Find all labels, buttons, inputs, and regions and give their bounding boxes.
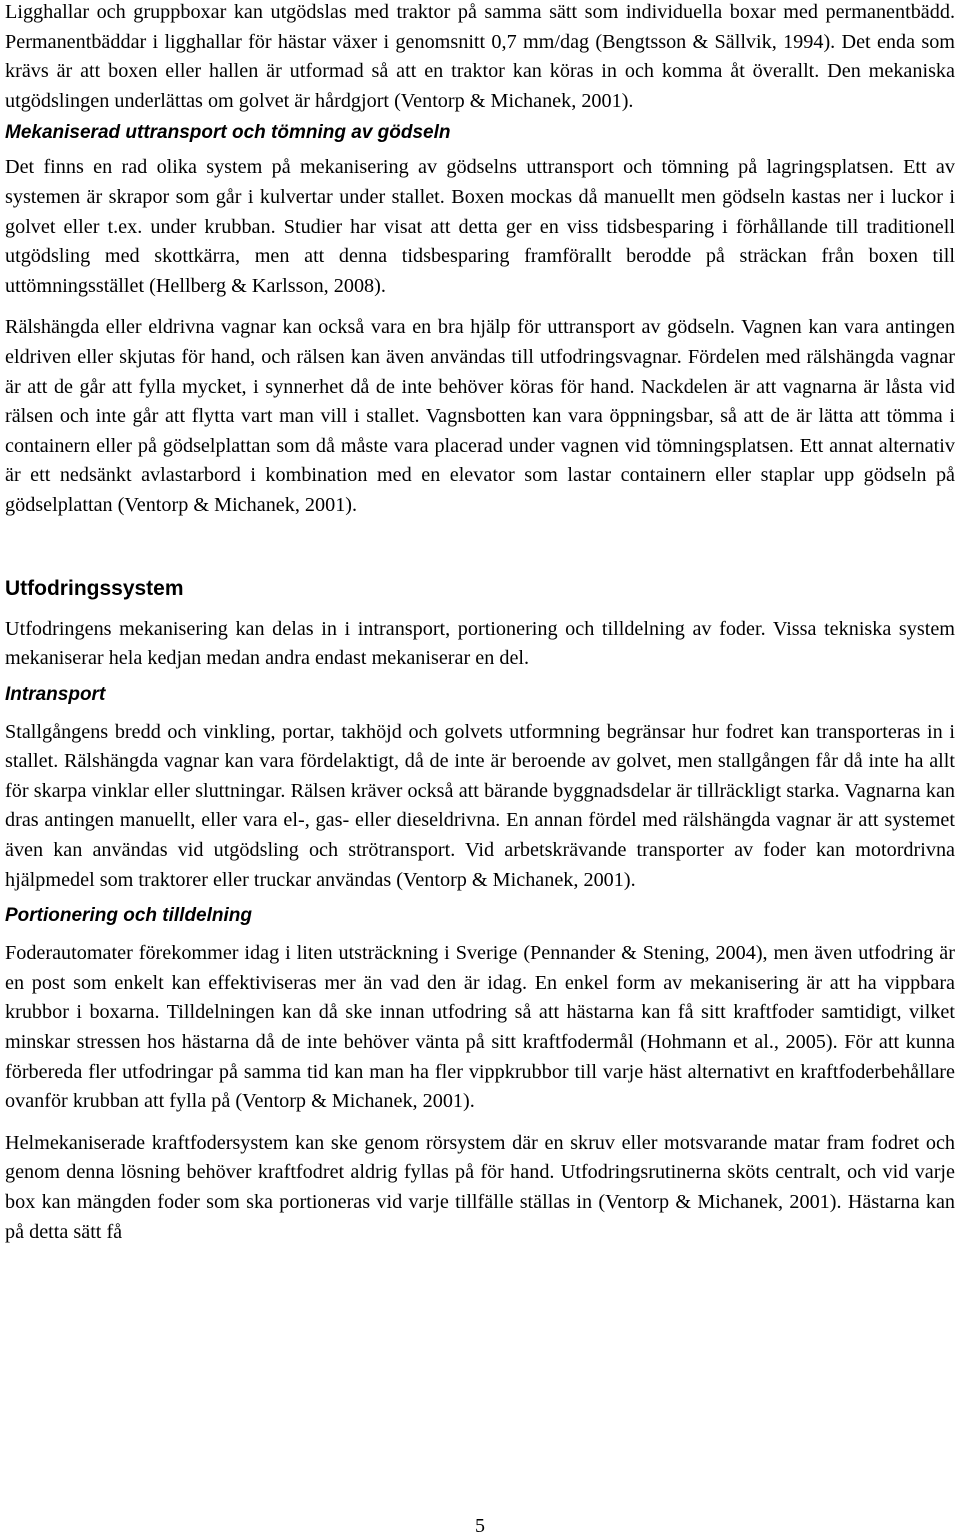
page-number: 5 xyxy=(475,1515,485,1537)
heading-mekaniserad-uttransport: Mekaniserad uttransport och tömning av gödseln xyxy=(5,122,451,144)
heading-intransport: Intransport xyxy=(5,683,106,705)
heading-portionering-tilldelning: Portionering och tilldelning xyxy=(5,905,252,927)
paragraph-intro: Ligghallar och gruppboxar kan utgödslas med traktor på samma sätt som individuella boxar med permanentbädd. Permanentbäddar i ligghallar för hästar växer i genomsnitt 0,7 mm/dag (Bengtsson & Sällvik, 1994). Det enda som krävs är att boxen eller hallen är utformad så att en traktor kan köras in och komma åt överallt. Den mekaniska utgödslingen underlättas om golvet är hårdgjort (Ventorp & Michanek, 2001). xyxy=(5,1,955,112)
document-page xyxy=(5,0,955,1247)
heading-utfodringssystem: Utfodringssystem xyxy=(5,576,184,600)
paragraph-helmekaniserade: Helmekaniserade kraftfodersystem kan ske genom rörsystem där en skruv eller motsvarande matar fram fodret och genom denna lösning behöver kraftfodret aldrig fyllas på för hand. Utfodringsrutinerna sköts centralt, och vid varje box kan mängden foder som ska portioneras vid varje tillfälle ställas in (Ventorp & Michanek, 2001). Hästarna kan på detta sätt få xyxy=(5,1131,955,1243)
paragraph-intransport: Stallgångens bredd och vinkling, portar, takhöjd och golvets utformning begränsar hur fodret kan transporteras in i stallet. Rälshängda vagnar kan vara fördelaktigt, då de inte är beroende av golvet, men stallgången får då inte ha allt för skarpa vinklar eller sluttningar. Rälsen kräver också att bärande byggnadsdelar är tillräckligt starka. Vagnarna kan dras antingen manuellt, eller vara el-, gas- eller dieseldrivna. En annan fördel med rälshängda vagnar är att systemet även kan användas vid utgödsling och strötransport. Vid arbetskrävande transporter av foder kan motordrivna hjälpmedel som traktorer eller truckar användas (Ventorp & Michanek, 2001). xyxy=(5,720,955,891)
paragraph-ralshangda-vagnar: Rälshängda eller eldrivna vagnar kan också vara en bra hjälp för uttransport av gödseln. Vagnen kan vara antingen eldriven eller skjutas för hand, och rälsen kan även användas till utfodringsvagnar. Fördelen med rälshängda vagnar är att de går att fylla mycket, i synnerhet då de inte behöver köras för hand. Nackdelen är att vagnarna är låsta vid rälsen och inte går att flytta vart man vill i stallet. Vagnsbotten kan vara öppningsbar, så att de är lätta att tömma i containern eller på gödselplattan som då måste vara placerad under vagnen vid tömningsplatsen. Ett annat alternativ är ett nedsänkt avlastarbord i kombination med en elevator som lastar containern eller staplar upp gödseln på gödselplattan (Ventorp & Michanek, 2001). xyxy=(5,316,955,516)
paragraph-utfodring: Utfodringens mekanisering kan delas in i intransport, portionering och tilldelning av foder. Vissa tekniska system mekaniserar hela kedjan medan andra endast mekaniserar en del. xyxy=(5,617,955,670)
paragraph-foderautomater: Foderautomater förekommer idag i liten utsträckning i Sverige (Pennander & Stening, 2004), men även utfodring är en post som enkelt kan effektiviseras mer än vad den är idag. En enkel form av mekanisering är att ha vippbara krubbor i boxarna. Tilldelningen kan då ske innan utfodring så att hästarna kan få sitt kraftfoder samtidigt, vilket minskar stressen hos hästarna då de inte behöver vänta på sitt kraftfodermål (Hohmann et al., 2005). För att kunna förbereda fler utfodringar på samma tid kan man ha fler vippkrubbor till varje häst alternativt en kraftfoderbehållare ovanför krubban att fylla på (Ventorp & Michanek, 2001). xyxy=(5,942,955,1113)
paragraph-system: Det finns en rad olika system på mekanisering av gödselns uttransport och tömning på lagringsplatsen. Ett av systemen är skrapor som går i kulvertar under stallet. Boxen mockas då manuellt men gödseln kastas ner i luckor i golvet eller t.ex. under krubban. Studier har visat att detta ger en viss tidsbesparing i förhållande till traditionell utgödsling med skottkärra, men att denna tidsbesparing framförallt berodde på sträckan från boxen till uttömningsstället (Hellberg & Karlsson, 2008). xyxy=(5,156,955,297)
